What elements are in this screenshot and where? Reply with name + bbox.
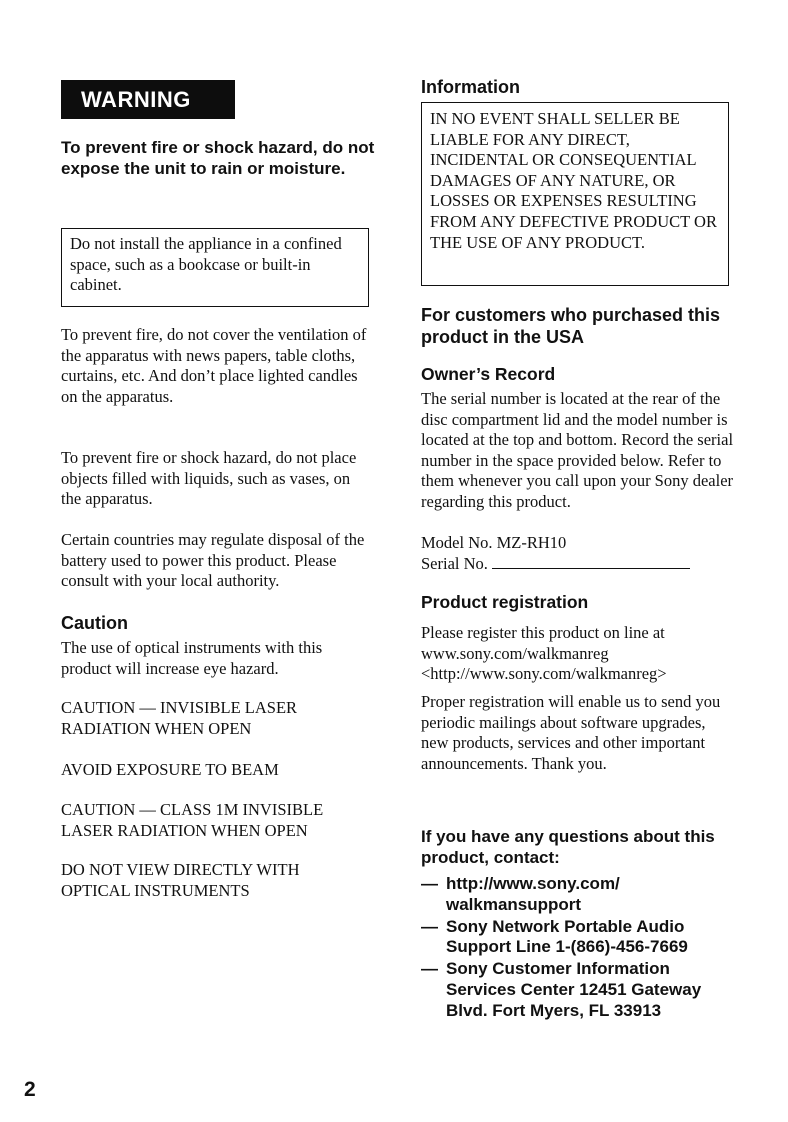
dash-marker: — [421,916,438,936]
questions-heading: If you have any questions about this product, contact: [421,827,715,867]
page-number: 2 [24,1078,36,1101]
liability-disclaimer-box [421,102,729,286]
caution-class-1m: CAUTION — CLASS 1M INVISIBLE LASER RADIATION WHEN OPEN [61,800,324,840]
registration-benefits-text: Proper registration will enable us to send you periodic mailings about software upgrades, new products, services and other important announcements. Thank you. [421,692,721,773]
dash-marker: — [421,874,438,893]
contact-support-line [421,917,739,959]
installation-notice-box [61,228,369,307]
contact-support-line-text: Sony Network Portable Audio Support Line 1-(866)-456-7669 [446,916,688,957]
product-registration-heading: Product registration [421,592,589,612]
serial-number-label: Serial No. [421,554,488,573]
contact-info-center [421,959,739,1021]
contact-website-text[interactable]: http://www.sony.com/ walkmansupport [446,874,620,914]
model-number: Model No. MZ-RH10 [421,533,567,552]
owners-record-heading: Owner’s Record [421,364,556,384]
serial-number-row [421,554,741,575]
ventilation-paragraph: To prevent fire, do not cover the ventilation of the apparatus with news papers, table cloths, curtains, etc. And don’t place lighted candles on the apparatus. [61,325,367,406]
liability-disclaimer-text: IN NO EVENT SHALL SELLER BE LIABLE FOR ANY DIRECT, INCIDENTAL OR CONSEQUENTIAL DAMAGES OF ANY NATURE, OR LOSSES OR EXPENSES RESULTING FROM ANY DEFECTIVE PRODUCT OR THE USE OF ANY PRODUCT. [430,109,717,252]
serial-number-blank [492,556,690,569]
caution-text: The use of optical instruments with this product will increase eye hazard. [61,638,323,678]
owners-record-text: The serial number is located at the rear of the disc compartment lid and the model number is located at the top and bottom. Record the serial number in the space provided below. Refer to them whenever you call upon your Sony dealer regarding this product. [421,389,734,511]
installation-notice-text: Do not install the appliance in a confined space, such as a bookcase or built-in cabinet. [70,234,342,295]
battery-paragraph: Certain countries may regulate disposal of the battery used to power this product. Please consult with your local authority. [61,530,365,591]
caution-laser-open: CAUTION — INVISIBLE LASER RADIATION WHEN OPEN [61,698,298,738]
registration-text: Please register this product on line at www.sony.com/walkmanreg <http://www.sony.com/walkmanreg> [421,623,667,684]
caution-optical-instruments: DO NOT VIEW DIRECTLY WITH OPTICAL INSTRUMENTS [61,860,300,900]
contact-website [421,874,739,916]
fire-shock-warning: To prevent fire or shock hazard, do not expose the unit to rain or moisture. [61,138,375,178]
usa-customers-heading: For customers who purchased this product in the USA [421,305,721,347]
caution-avoid-beam: AVOID EXPOSURE TO BEAM [61,760,279,779]
warning-badge: WARNING [61,80,235,119]
contact-info-center-text: Sony Customer Information Services Center 12451 Gateway Blvd. Fort Myers, FL 33913 [446,959,702,1020]
contact-list [421,874,739,1023]
information-heading: Information [421,77,520,97]
liquids-paragraph: To prevent fire or shock hazard, do not place objects filled with liquids, such as vases, on the apparatus. [61,448,357,509]
dash-marker: — [421,959,438,979]
caution-heading: Caution [61,613,128,633]
